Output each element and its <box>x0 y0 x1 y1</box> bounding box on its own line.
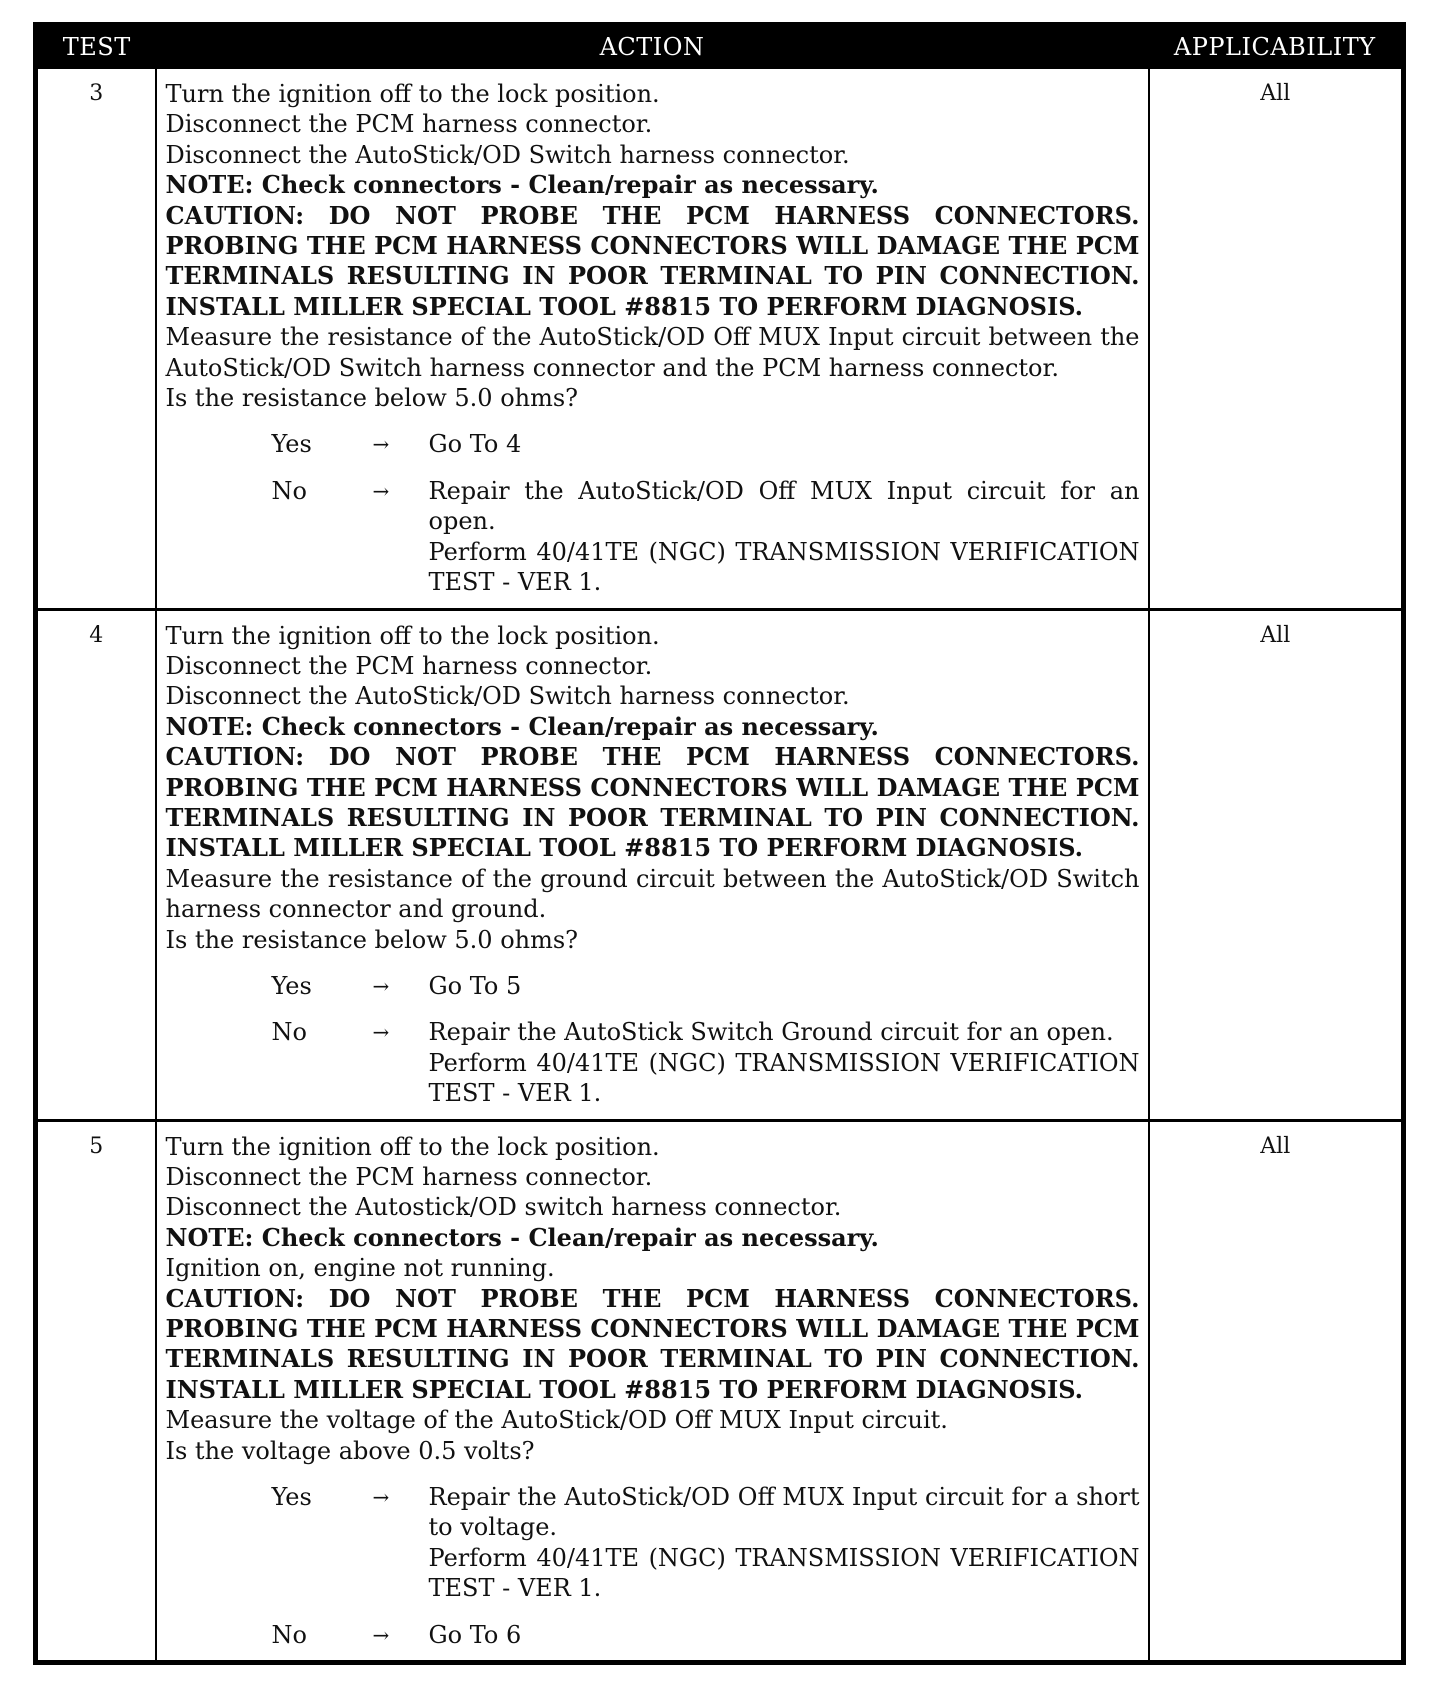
outcome-label: No <box>271 476 307 505</box>
arrow-icon: → <box>372 478 390 503</box>
step-text: Measure the resistance of the ground circuit between the AutoStick/OD Switch harness connector and ground. <box>165 864 1140 924</box>
header-row <box>36 25 1404 69</box>
header-test: TEST <box>36 25 156 69</box>
test-number: 5 <box>36 1120 156 1663</box>
step-text: Measure the resistance of the AutoStick/OD Off MUX Input circuit between the AutoStick/OD Switch harness connector and the PCM harness connector. <box>165 323 1140 382</box>
outcome-text <box>429 1017 1140 1108</box>
action-cell <box>156 1120 1149 1663</box>
step-text: Disconnect the PCM harness connector. <box>165 1163 653 1191</box>
step-text: Ignition on, engine not running. <box>165 1254 555 1283</box>
applicability-value: All <box>1149 68 1404 609</box>
arrow-icon: → <box>372 1622 390 1647</box>
arrow-icon: → <box>372 432 390 457</box>
outcome-no <box>166 1620 1140 1650</box>
action-cell <box>156 68 1149 609</box>
outcome-line: Repair the AutoStick/OD Off MUX Input circuit for a short to voltage. <box>428 1483 1140 1542</box>
outcome-no <box>166 1017 1140 1108</box>
outcome-line: Perform 40/41TE (NGC) TRANSMISSION VERIFICATION TEST - VER 1. <box>428 1543 1140 1603</box>
outcome-text <box>429 971 1140 1001</box>
arrow-icon: → <box>372 973 390 998</box>
test-number: 4 <box>36 609 156 1120</box>
caution-text: CAUTION: DO NOT PROBE THE PCM HARNESS CONNECTORS. PROBING THE PCM HARNESS CONNECTORS WILL DAMAGE THE PCM TERMINALS RESULTING IN POOR TERMINAL TO PIN CONNECTION. INSTALL MILLER SPECIAL TOOL #8815 TO PERFORM DIAGNOSIS. <box>165 1283 1140 1404</box>
applicability-value: All <box>1149 609 1404 1120</box>
step-text: Disconnect the PCM harness connector. <box>165 110 653 139</box>
outcome-line: Repair the AutoStick/OD Off MUX Input circuit for an open. <box>428 476 1140 536</box>
note-text: NOTE: Check connectors - Clean/repair as necessary. <box>165 711 879 741</box>
arrow-icon: → <box>372 1020 390 1045</box>
outcome-line: Perform 40/41TE (NGC) TRANSMISSION VERIFICATION TEST - VER 1. <box>428 1048 1140 1108</box>
step-text: Disconnect the AutoStick/OD Switch harness connector. <box>165 682 850 711</box>
outcome-line: Repair the AutoStick Switch Ground circuit for an open. <box>428 1018 1114 1047</box>
outcome-label: Yes <box>271 430 312 459</box>
diagnostic-table <box>33 22 1406 1665</box>
step-text: Measure the voltage of the AutoStick/OD Off MUX Input circuit. <box>165 1406 948 1435</box>
outcome-yes <box>166 429 1140 459</box>
table-row <box>36 1120 1404 1663</box>
outcome-line: Perform 40/41TE (NGC) TRANSMISSION VERIFICATION TEST - VER 1. <box>428 537 1140 597</box>
table-row <box>36 609 1404 1120</box>
outcome-line: Go To 4 <box>428 430 522 459</box>
step-text: Disconnect the Autostick/OD switch harness connector. <box>165 1193 842 1222</box>
caution-text: CAUTION: DO NOT PROBE THE PCM HARNESS CONNECTORS. PROBING THE PCM HARNESS CONNECTORS WILL DAMAGE THE PCM TERMINALS RESULTING IN POOR TERMINAL TO PIN CONNECTION. INSTALL MILLER SPECIAL TOOL #8815 TO PERFORM DIAGNOSIS. <box>165 742 1140 863</box>
test-number: 3 <box>36 68 156 609</box>
header-action: ACTION <box>156 25 1149 69</box>
note-text: NOTE: Check connectors - Clean/repair as necessary. <box>165 1222 879 1252</box>
table-row <box>36 68 1404 609</box>
question-text: Is the resistance below 5.0 ohms? <box>165 384 579 413</box>
outcome-label: No <box>271 1620 307 1649</box>
outcome-text <box>429 429 1140 459</box>
outcome-label: Yes <box>271 971 312 1000</box>
step-text: Disconnect the PCM harness connector. <box>165 651 653 680</box>
step-text: Turn the ignition off to the lock position. <box>165 621 660 650</box>
outcome-text <box>429 1482 1140 1604</box>
arrow-icon: → <box>372 1485 390 1510</box>
outcome-text <box>429 476 1140 598</box>
applicability-value: All <box>1149 1120 1404 1663</box>
step-text: Turn the ignition off to the lock position. <box>165 80 660 108</box>
question-text: Is the voltage above 0.5 volts? <box>165 1436 535 1465</box>
outcome-text <box>429 1620 1140 1650</box>
outcome-yes <box>166 971 1140 1001</box>
outcome-line: Go To 6 <box>428 1620 522 1649</box>
header-applicability: APPLICABILITY <box>1149 25 1404 69</box>
question-text: Is the resistance below 5.0 ohms? <box>165 925 579 954</box>
step-text: Turn the ignition off to the lock position. <box>165 1132 660 1161</box>
outcome-no <box>166 476 1140 598</box>
action-cell <box>156 609 1149 1120</box>
step-text: Disconnect the AutoStick/OD Switch harness connector. <box>165 140 850 169</box>
outcome-line: Go To 5 <box>428 971 522 1000</box>
outcome-yes <box>166 1482 1140 1604</box>
note-text: NOTE: Check connectors - Clean/repair as necessary. <box>165 170 879 200</box>
caution-text: CAUTION: DO NOT PROBE THE PCM HARNESS CONNECTORS. PROBING THE PCM HARNESS CONNECTORS WILL DAMAGE THE PCM TERMINALS RESULTING IN POOR TERMINAL TO PIN CONNECTION. INSTALL MILLER SPECIAL TOOL #8815 TO PERFORM DIAGNOSIS. <box>165 200 1140 321</box>
outcome-label: No <box>271 1018 307 1047</box>
outcome-label: Yes <box>271 1483 312 1512</box>
